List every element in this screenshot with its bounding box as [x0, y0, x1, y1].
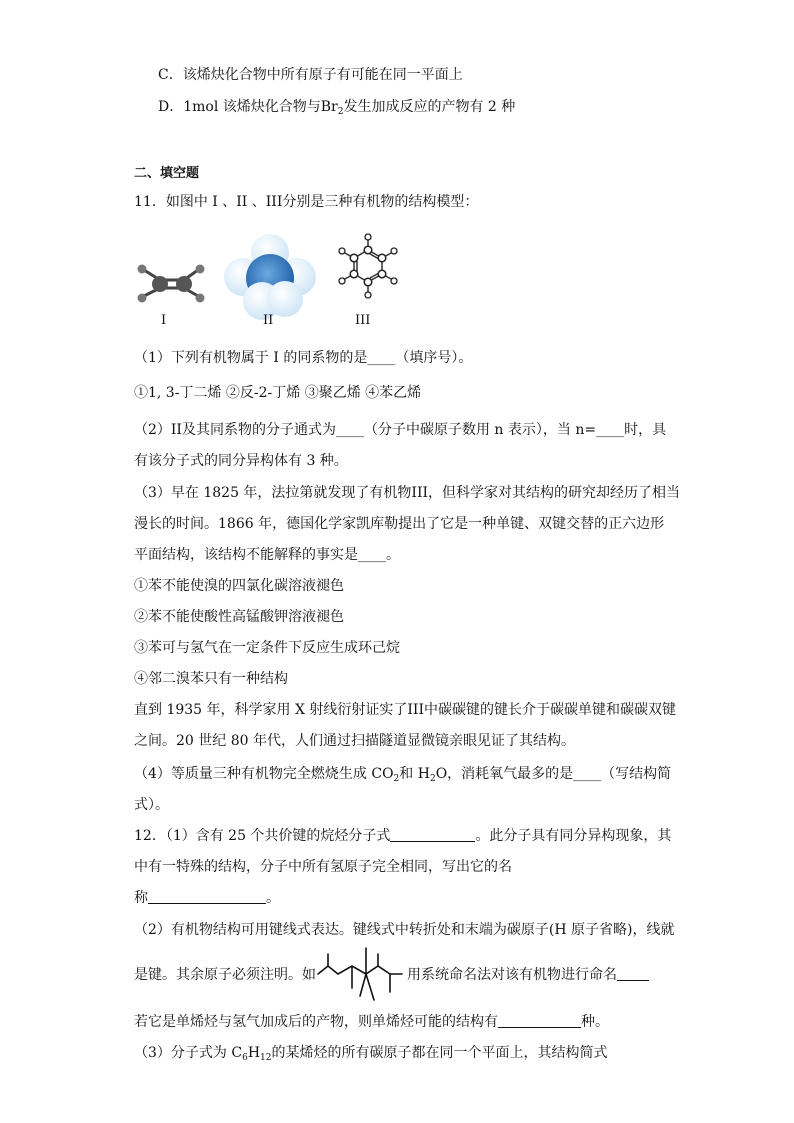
model-label-3: III [355, 313, 371, 328]
q11-part4-line2: 式）。 [134, 797, 169, 813]
q12-part2-line2-post: 用系统命名法对该有机物进行命名 [407, 965, 649, 985]
answer-blank[interactable] [617, 965, 649, 981]
q11-part3-option2: ②苯不能使酸性高锰酸钾溶液褪色 [134, 609, 344, 625]
q12-part2-line2-pre: 是键。其余原子必须注明。如 [134, 967, 316, 983]
q12-part1-line2: 中有一特殊的结构，分子中所有氢原子完全相同，写出它的名 [134, 859, 512, 875]
q12-part1-line3: 称 。 [134, 890, 280, 906]
model-label-2: II [263, 313, 274, 328]
q11-part2-line2: 有该分子式的同分异构体有 3 种。 [134, 453, 348, 469]
q11-part2-line1: （2）II及其同系物的分子通式为____（分子中碳原子数用 n 表示），当 n=____时，具 [134, 422, 667, 438]
q11-part3-option3: ③苯可与氢气在一定条件下反应生成环己烷 [134, 640, 400, 656]
section-title: 二、填空题 [134, 166, 200, 181]
q11-part1: （1）下列有机物属于 I 的同系物的是____（填序号）。 [134, 350, 473, 366]
q11-part3-line2: 漫长的时间。1866 年，德国化学家凯库勒提出了它是一种单键、双键交替的正六边形 [134, 516, 665, 532]
model-ethylene-ball-stick [134, 262, 214, 312]
q11-intro: 11．如图中 I 、II 、III分别是三种有机物的结构模型： [134, 194, 479, 210]
model-label-1: I [161, 313, 167, 328]
skeletal-formula [316, 946, 406, 1006]
q11-part3-line3: 平面结构，该结构不能解释的事实是____。 [134, 547, 400, 563]
option-d: D．1mol 该烯炔化合物与$Br_2$发生加成反应的产物有 2 种 [158, 99, 516, 117]
q11-part3-option1: ①苯不能使溴的四氯化碳溶液褪色 [134, 578, 344, 594]
answer-blank[interactable] [390, 826, 475, 842]
answer-blank[interactable] [148, 888, 266, 904]
q11-part3-option4: ④邻二溴苯只有一种结构 [134, 671, 288, 687]
q11-part3-line1: （3）早在 1825 年，法拉第就发现了有机物III，但科学家对其结构的研究却经历了相当 [134, 485, 681, 501]
q12-part2-line3: 若它是单烯烃与氢气加成后的产物，则单烯烃可能的结构有 种。 [134, 1014, 609, 1030]
q11-part3-after2: 之间。20 世纪 80 年代，人们通过扫描隧道显微镜亲眼见证了其结构。 [134, 733, 575, 749]
answer-blank[interactable] [498, 1012, 581, 1028]
q12-part1-line1: 12．（1）含有 25 个共价键的烷烃分子式 。此分子具有同分异构现象，其 [134, 828, 672, 844]
q12-part3: （3）分子式为 $C_6H_{12}$的某烯烃的所有碳原子都在同一个平面上，其结构简式 [134, 1045, 608, 1063]
option-c: C．该烯炔化合物中所有原子有可能在同一平面上 [158, 67, 463, 83]
model-benzene-ball-stick [332, 232, 404, 304]
q12-part2-line1: （2）有机物结构可用键线式表达。键线式中转折处和末端为碳原子(H 原子省略)，线就 [134, 922, 675, 938]
q11-part3-after1: 直到 1935 年，科学家用 X 射线衍射证实了III中碳碳键的键长介于碳碳单键和碳碳双键 [134, 702, 676, 718]
q11-part1-options: ①1, 3-丁二烯 ②反-2-丁烯 ③聚乙烯 ④苯乙烯 [134, 385, 422, 401]
q11-part4-line1: （4）等质量三种有机物完全燃烧生成 $CO_2$和 $H_2O$，消耗氧气最多的是____（写结构简 [134, 766, 672, 784]
